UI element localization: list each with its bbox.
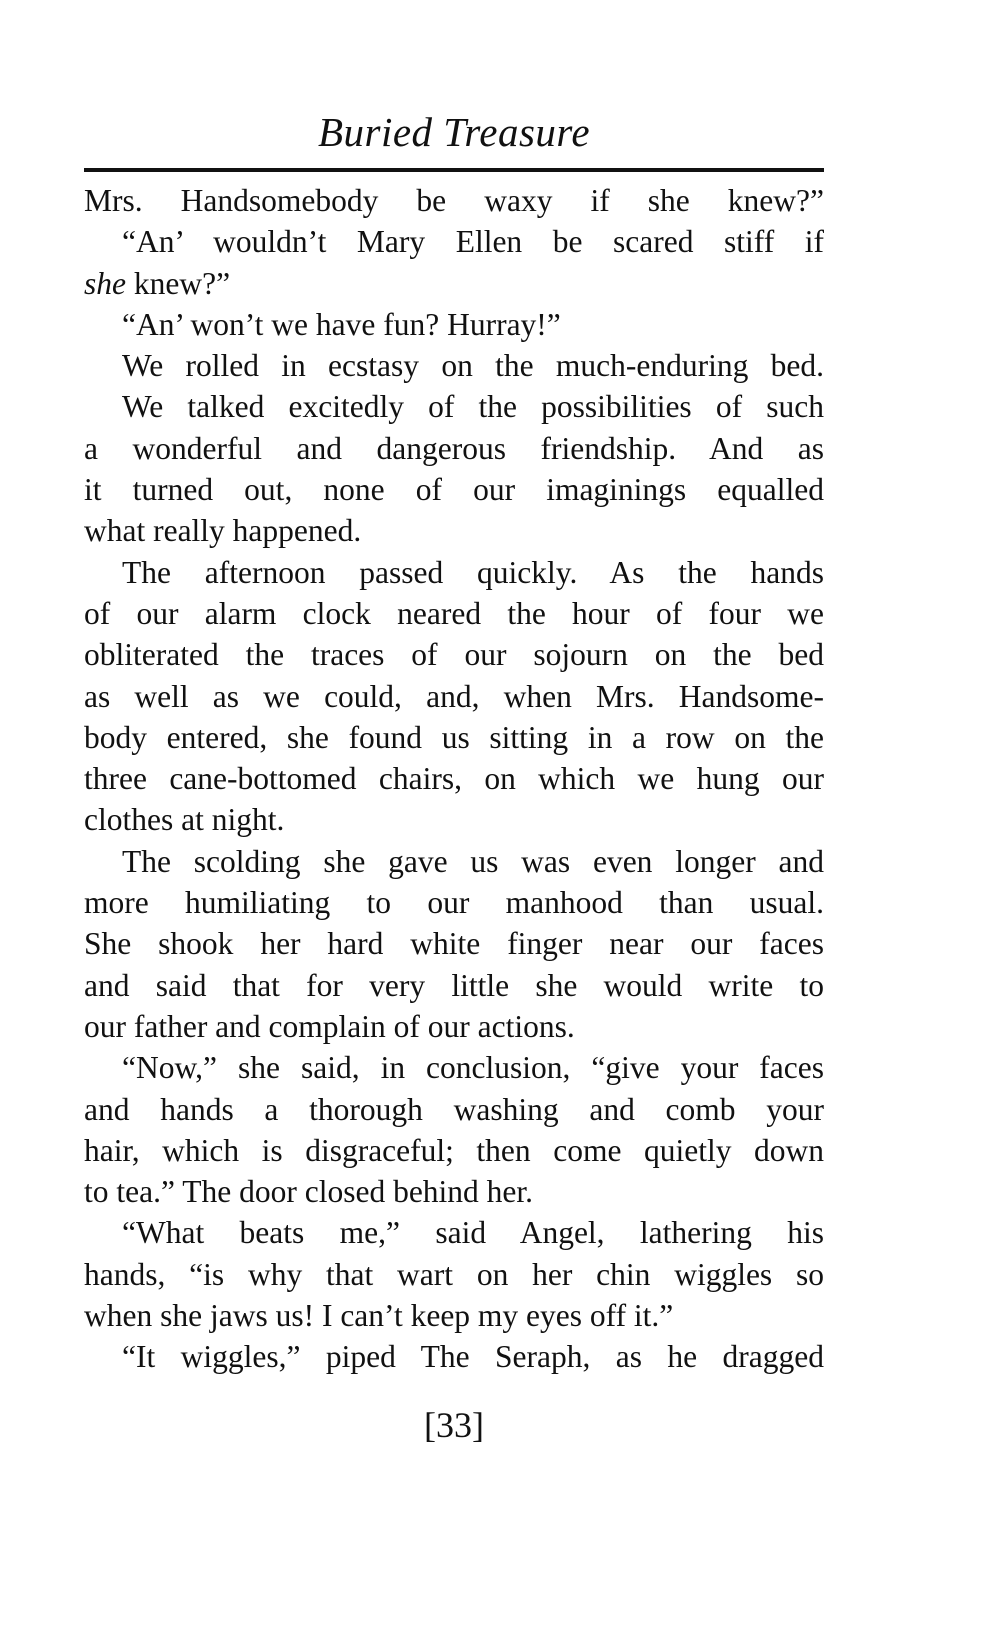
page-body — [84, 180, 824, 1378]
text-line: body entered, she found us sitting in a row on the — [84, 719, 824, 755]
text-line: a wonderful and dangerous friendship. And as — [84, 430, 824, 466]
running-title: Buried Treasure — [317, 109, 591, 155]
text-line: We rolled in ecstasy on the much-enduring bed. — [122, 348, 824, 384]
text-line: She shook her hard white finger near our faces — [84, 926, 824, 962]
text-line: our father and complain of our actions. — [84, 1008, 575, 1044]
header-rule — [84, 168, 824, 172]
page-number: [33] — [424, 1405, 484, 1445]
text-line: “Now,” she said, in conclusion, “give your faces — [122, 1050, 824, 1086]
text-line: more humiliating to our manhood than usual. — [84, 885, 824, 921]
text-line: “An’ won’t we have fun? Hurray!” — [122, 306, 561, 342]
text-line: The scolding she gave us was even longer and — [122, 843, 824, 879]
text-line: obliterated the traces of our sojourn on the bed — [84, 637, 824, 673]
text-line: and said that for very little she would write to — [84, 967, 824, 1003]
text-line: it turned out, none of our imaginings equalled — [84, 472, 824, 508]
text-line: and hands a thorough washing and comb your — [84, 1091, 824, 1127]
text-line: three cane-bottomed chairs, on which we hung our — [84, 761, 824, 797]
text-line: as well as we could, and, when Mrs. Handsome- — [84, 678, 824, 714]
text-line — [84, 263, 824, 304]
text-line: “An’ wouldn’t Mary Ellen be scared stiff if — [122, 224, 824, 260]
text-line: Mrs. Handsomebody be waxy if she knew?” — [84, 183, 824, 218]
text-line: to tea.” The door closed behind her. — [84, 1174, 534, 1210]
text-line: when she jaws us! I can’t keep my eyes off it.” — [84, 1298, 674, 1334]
text-line: hands, “is why that wart on her chin wiggles so — [84, 1256, 824, 1292]
text-line: The afternoon passed quickly. As the hands — [122, 554, 824, 590]
text-line: hair, which is disgraceful; then come quietly down — [84, 1132, 824, 1168]
italic-word: she — [84, 265, 126, 301]
text-line: of our alarm clock neared the hour of four we — [84, 595, 824, 631]
text-line: clothes at night. — [84, 802, 285, 838]
text-fragment: knew?” — [133, 265, 231, 301]
text-line: “What beats me,” said Angel, lathering his — [122, 1215, 824, 1251]
text-line: We talked excitedly of the possibilities of such — [122, 389, 824, 425]
text-line: “It wiggles,” piped The Seraph, as he dragged — [122, 1339, 824, 1375]
text-line: what really happened. — [84, 513, 362, 549]
